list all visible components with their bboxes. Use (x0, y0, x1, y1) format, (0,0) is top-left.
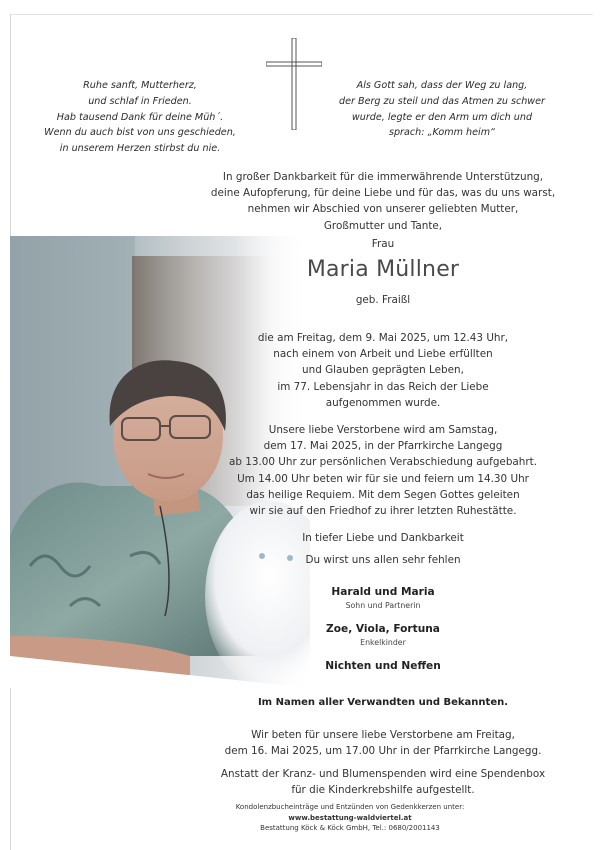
text-line: für die Kinderkrebshilfe aufgestellt. (291, 784, 475, 797)
donation-paragraph (170, 766, 596, 798)
text-line: dem 16. Mai 2025, um 17.00 Uhr in der Pfarrkirche Langegg. (224, 745, 542, 758)
text-line: nach einem von Arbeit und Liebe erfüllten (273, 348, 493, 361)
verse-line: der Berg zu steil und das Atmen zu schwer (339, 95, 545, 107)
verse-line: und schlaf in Frieden. (88, 95, 192, 107)
verse-left (40, 78, 240, 157)
text-line: Großmutter und Tante, (323, 219, 443, 232)
verse-line: wurde, legte er den Arm um dich und (351, 111, 533, 123)
deceased-name: Maria Müllner (306, 257, 460, 282)
verse-line: sprach: „Komm heim“ (388, 127, 496, 139)
text-line: wir sie auf den Friedhof zu ihrer letzten Ruhestätte. (249, 505, 517, 518)
text-line: und Glauben geprägten Leben, (302, 364, 464, 377)
footer-line: Bestattung Köck & Köck GmbH, Tel.: 0680/2001143 (260, 824, 440, 832)
cross-icon (266, 38, 322, 130)
text-line: aufgenommen wurde. (325, 396, 441, 409)
closing-lines (170, 530, 596, 568)
footer-line: Kondolenzbucheinträge und Entzünden von Gedenkkerzen unter: (235, 803, 465, 811)
verse-line: Als Gott sah, dass der Weg zu lang, (356, 80, 528, 91)
family-name: Zoe, Viola, Fortuna (326, 623, 440, 635)
text-line: Anstatt der Kranz- und Blumenspenden wird eine Spendenbox (220, 768, 546, 780)
text-line: dem 17. Mai 2025, in der Pfarrkirche Langegg (263, 440, 503, 453)
text-line: Wir beten für unsere liebe Verstorbene am Freitag, (251, 729, 515, 741)
text-line: Unsere liebe Verstorbene wird am Samstag, (268, 424, 498, 436)
text-line: Du wirst uns allen sehr fehlen (305, 554, 461, 567)
text-line: nehmen wir Abschied von unserer geliebten Mutter, (247, 203, 519, 216)
text-line: das heilige Requiem. Mit dem Segen Gottes geleiten (246, 488, 520, 501)
family-relation: Enkelkinder (360, 638, 406, 647)
verse-line: Wenn du auch bist von uns geschieden, (44, 127, 236, 139)
prayer-paragraph (170, 727, 596, 759)
text-line: In großer Dankbarkeit für die immerwährende Unterstützung, (222, 171, 544, 183)
funeral-paragraph (170, 422, 596, 519)
family-name: Nichten und Neffen (325, 660, 441, 672)
verse-line: Ruhe sanft, Mutterherz, (83, 80, 197, 91)
footer (200, 802, 500, 834)
website-link[interactable]: www.bestattung-waldviertel.at (288, 813, 412, 822)
verse-line: Hab tausend Dank für deine Müh´. (56, 111, 224, 123)
birth-name: geb. Fraißl (355, 294, 411, 306)
family-relation: Sohn und Partnerin (345, 601, 421, 610)
verse-line: in unserem Herzen stirbst du nie. (59, 143, 221, 155)
family-list (170, 584, 596, 674)
intro-paragraph (170, 169, 596, 234)
family-name: Harald und Maria (331, 586, 435, 598)
on-behalf-line: Im Namen aller Verwandten und Bekannten. (257, 697, 509, 708)
death-paragraph (170, 330, 596, 411)
text-line: im 77. Lebensjahr in das Reich der Liebe (277, 380, 489, 393)
text-line: In tiefer Liebe und Dankbarkeit (302, 532, 464, 544)
verse-right (328, 78, 556, 141)
text-line: die am Freitag, dem 9. Mai 2025, um 12.43 Uhr, (257, 332, 509, 344)
text-line: deine Aufopferung, für deine Liebe und für das, was du uns warst, (210, 187, 556, 200)
text-line: ab 13.00 Uhr zur persönlichen Verabschiedung aufgebahrt. (228, 456, 538, 469)
text-line: Um 14.00 Uhr beten wir für sie und feiern um 14.30 Uhr (237, 472, 529, 485)
salutation: Frau (371, 238, 395, 250)
